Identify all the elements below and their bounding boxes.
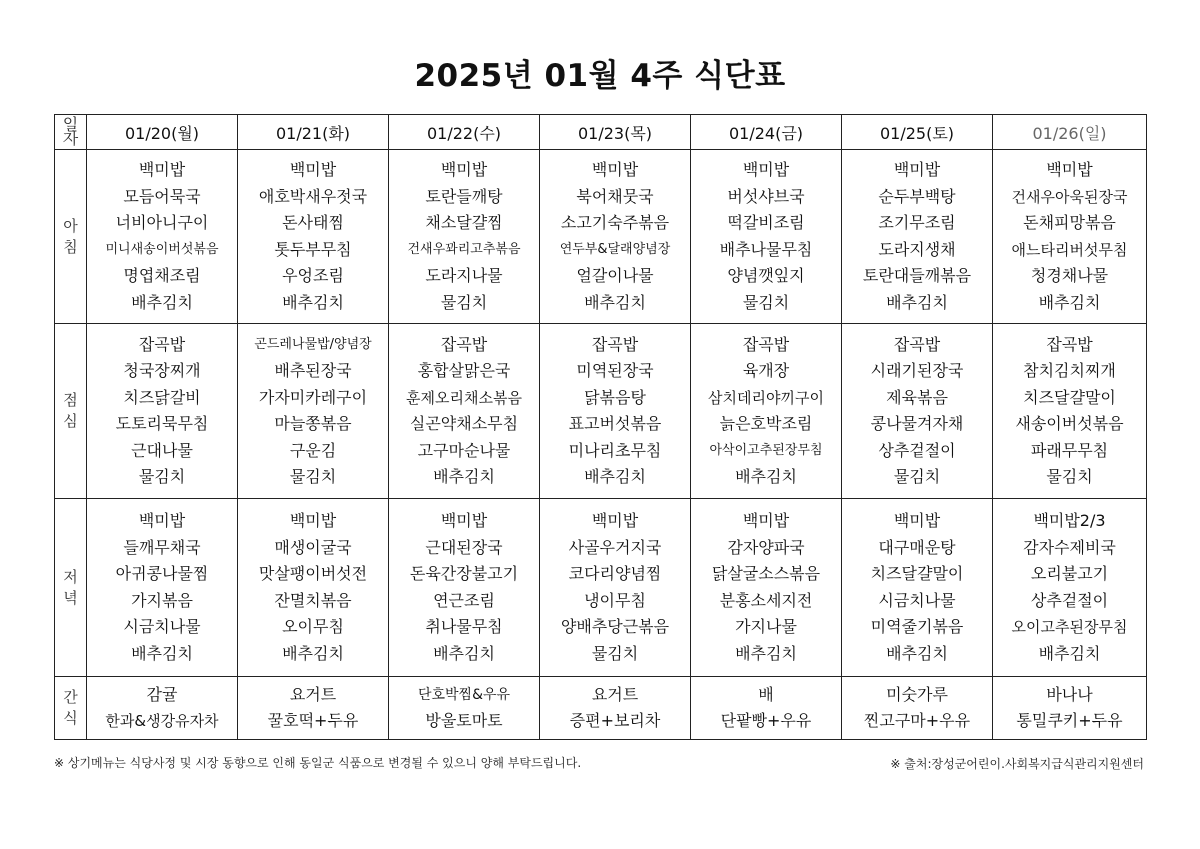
menu-item: 물김치: [1046, 467, 1093, 486]
meal-label-char: 간: [63, 688, 78, 706]
menu-item-list: [87, 508, 237, 667]
menu-item: 순두부백탕: [878, 186, 956, 206]
menu-item: 물김치: [893, 467, 941, 486]
menu-item-list: [389, 332, 539, 491]
menu-item: 건새우아욱된장국: [1011, 187, 1128, 206]
meal-label-char: 침: [63, 237, 78, 256]
date-header-thu: 01/23(목): [540, 115, 691, 150]
menu-item: 바나나: [1046, 685, 1093, 704]
menu-item: 잡곡밥: [591, 334, 639, 354]
menu-item: 잡곡밥: [742, 334, 790, 354]
menu-item: 미역줄기볶음: [870, 617, 964, 636]
menu-item: 청국장찌개: [123, 361, 201, 380]
dinner-row: [55, 499, 1147, 677]
menu-cell-wed: [389, 499, 540, 677]
menu-item: 물김치: [742, 292, 790, 312]
menu-item: 배추김치: [584, 467, 646, 486]
menu-item: 연두부&달래양념장: [559, 241, 671, 257]
menu-item-list: [389, 508, 539, 667]
menu-item: 배추김치: [886, 292, 948, 312]
menu-item: 배추김치: [1038, 292, 1101, 312]
menu-item-list: [238, 508, 388, 667]
menu-item: 구운김: [289, 440, 337, 460]
menu-cell-mon: [87, 150, 238, 324]
menu-item: 새송이버섯볶음: [1015, 414, 1124, 433]
menu-item-list: [540, 508, 690, 667]
menu-cell-sun: [993, 324, 1147, 499]
menu-item: 치즈달걀말이: [1023, 387, 1116, 407]
menu-item: 배추김치: [282, 292, 344, 312]
menu-item: 코다리양념찜: [568, 564, 662, 583]
menu-cell-fri: [691, 677, 842, 740]
menu-item-list: [993, 682, 1146, 734]
menu-cell-sat: [842, 150, 993, 324]
meal-label: [55, 499, 87, 677]
menu-item: 미역된장국: [576, 361, 654, 380]
footer-note: ※ 상기메뉴는 식당사정 및 시장 동향으로 인해 동일군 식품으로 변경될 수 있으니 양해 부탁드립니다.: [54, 756, 582, 770]
menu-item: 톳두부무침: [274, 239, 352, 259]
menu-item: 닭살굴소스볶음: [711, 564, 821, 583]
menu-item: 콩나물겨자채: [870, 414, 964, 433]
menu-cell-sat: [842, 324, 993, 499]
date-header-wed: 01/22(수): [389, 115, 540, 150]
menu-item-list: [540, 682, 690, 734]
menu-item: 단팥빵+우유: [720, 711, 812, 730]
menu-item: 오이무침: [282, 617, 344, 636]
menu-cell-sat: [842, 677, 993, 740]
menu-item: 감귤: [146, 685, 178, 704]
menu-item: 삼치데리야끼구이: [708, 388, 824, 407]
meal-label-char: 아: [63, 216, 78, 235]
menu-item: 닭볶음탕: [584, 387, 646, 407]
menu-cell-mon: [87, 499, 238, 677]
menu-item: 오리불고기: [1030, 564, 1109, 583]
snack-row: [55, 677, 1147, 740]
menu-item: 백미밥: [742, 511, 790, 530]
menu-item: 버섯샤브국: [727, 186, 805, 206]
menu-item: 배추김치: [131, 292, 193, 312]
menu-item: 잔멸치볶음: [274, 590, 352, 610]
menu-item: 아귀콩나물찜: [115, 564, 209, 583]
menu-item: 백미밥: [1046, 160, 1093, 179]
menu-item: 배추된장국: [274, 361, 352, 380]
date-header-label-char: 일: [62, 115, 79, 134]
menu-item-list: [238, 332, 388, 491]
menu-cell-mon: [87, 324, 238, 499]
menu-item: 돈사태찜: [282, 213, 344, 232]
menu-item: 치즈닭갈비: [123, 387, 201, 407]
menu-item-list: [993, 157, 1146, 316]
menu-cell-thu: [540, 499, 691, 677]
breakfast-row: [55, 150, 1147, 324]
menu-item: 물김치: [289, 467, 337, 486]
menu-item: 배추김치: [735, 643, 797, 663]
menu-cell-fri: [691, 499, 842, 677]
menu-item: 참치김치찌개: [1023, 361, 1116, 380]
lunch-row: [55, 324, 1147, 499]
date-header-row: [55, 115, 1147, 150]
menu-item: 아삭이고추된장무침: [709, 442, 823, 458]
menu-item: 물김치: [440, 292, 488, 312]
menu-cell-mon: [87, 677, 238, 740]
meal-label-char: 녁: [63, 588, 78, 607]
menu-item: 백미밥: [440, 511, 488, 530]
menu-item-list: [389, 157, 539, 316]
menu-cell-tue: [238, 677, 389, 740]
menu-item: 파래무무침: [1030, 440, 1109, 460]
menu-item: 들깨무채국: [123, 537, 201, 557]
menu-cell-sun: [993, 499, 1147, 677]
menu-item: 근대나물: [131, 440, 193, 460]
menu-item: 취나물무침: [425, 617, 503, 636]
menu-item: 얼갈이나물: [576, 266, 654, 285]
menu-item: 조기무조림: [878, 213, 956, 232]
menu-item: 우엉조림: [282, 266, 344, 285]
menu-item: 애느타리버섯무침: [1011, 240, 1128, 259]
menu-item-list: [842, 157, 992, 316]
menu-item: 찐고구마+우유: [863, 711, 971, 730]
menu-item: 토란대들깨볶음: [862, 266, 972, 285]
menu-item: 도토리묵무침: [115, 414, 209, 433]
menu-item-list: [842, 332, 992, 491]
menu-item: 배추김치: [735, 467, 797, 486]
menu-item: 떡갈비조림: [727, 213, 805, 232]
menu-item: 시래기된장국: [870, 361, 964, 380]
menu-item: 너비아니구이: [115, 213, 209, 232]
menu-item: 양배추당근볶음: [560, 617, 670, 636]
meal-label-char: 점: [63, 391, 78, 409]
menu-cell-fri: [691, 150, 842, 324]
menu-item-list: [87, 332, 237, 491]
menu-item-list: [540, 157, 690, 316]
menu-item: 요거트: [289, 685, 337, 704]
menu-cell-tue: [238, 150, 389, 324]
menu-item: 냉이무침: [584, 590, 646, 610]
menu-item: 시금치나물: [123, 617, 201, 636]
menu-item: 도라지나물: [425, 266, 503, 285]
menu-item: 백미밥: [440, 160, 488, 179]
menu-item: 육개장: [742, 361, 790, 380]
menu-cell-wed: [389, 324, 540, 499]
menu-item-list: [842, 682, 992, 734]
date-header-fri: 01/24(금): [691, 115, 842, 150]
meal-label: [55, 150, 87, 324]
menu-item: 청경채나물: [1030, 266, 1109, 285]
menu-item: 채소달걀찜: [425, 213, 503, 232]
menu-item: 곤드레나물밥/양념장: [254, 336, 372, 352]
meal-plan-table: [54, 114, 1147, 740]
menu-item: 배추나물무침: [719, 239, 813, 259]
menu-item: 토란들깨탕: [425, 186, 503, 206]
menu-item: 건새우꽈리고추볶음: [407, 241, 521, 257]
menu-item: 배추김치: [1038, 643, 1101, 663]
menu-item: 방울토마토: [425, 711, 503, 730]
menu-item: 매생이굴국: [274, 537, 352, 557]
menu-item: 백미밥: [591, 511, 639, 530]
meal-label: [55, 324, 87, 499]
menu-item: 고구마순나물: [417, 440, 511, 460]
menu-item: 배: [758, 685, 774, 704]
meal-label-char: 식: [63, 709, 78, 727]
menu-item: 모듬어묵국: [123, 186, 201, 206]
menu-item: 미나리초무침: [568, 440, 662, 460]
menu-item: 상추겉절이: [1030, 590, 1109, 610]
menu-cell-sun: [993, 677, 1147, 740]
meal-label: [55, 677, 87, 740]
menu-item: 표고버섯볶음: [568, 414, 662, 433]
menu-cell-tue: [238, 324, 389, 499]
menu-item: 근대된장국: [425, 537, 503, 557]
menu-item: 돈육간장불고기: [409, 564, 519, 583]
menu-item: 북어채뭇국: [576, 186, 654, 206]
menu-item: 요거트: [591, 685, 639, 704]
menu-item-list: [87, 682, 237, 734]
menu-item: 시금치나물: [878, 590, 956, 610]
menu-item: 소고기숙주볶음: [560, 213, 670, 232]
menu-item-list: [238, 682, 388, 734]
menu-cell-fri: [691, 324, 842, 499]
menu-item-list: [691, 332, 841, 491]
menu-cell-thu: [540, 677, 691, 740]
menu-item: 잡곡밥: [1046, 334, 1093, 354]
menu-item: 배추김치: [131, 643, 193, 663]
footer-source: ※ 출처:장성군어린이.사회복지급식관리지원센터: [890, 757, 1144, 771]
menu-item-list: [691, 508, 841, 667]
menu-item: 맛살팽이버섯전: [258, 564, 368, 583]
menu-item-list: [238, 157, 388, 316]
menu-item: 가지볶음: [131, 590, 193, 610]
menu-item: 연근조림: [433, 590, 495, 610]
menu-item: 물김치: [591, 643, 639, 663]
menu-item: 가자미카레구이: [258, 387, 368, 407]
menu-item: 제육볶음: [886, 387, 948, 407]
menu-item: 배추김치: [433, 643, 495, 663]
menu-item: 감자양파국: [727, 537, 805, 557]
menu-item: 양념깻잎지: [727, 266, 805, 285]
menu-item-list: [540, 332, 690, 491]
menu-item: 잡곡밥: [893, 334, 941, 354]
menu-item: 한과&생강유자차: [105, 712, 219, 730]
menu-item: 물김치: [138, 467, 186, 486]
menu-cell-wed: [389, 677, 540, 740]
menu-item: 사골우거지국: [568, 537, 662, 557]
menu-item: 미니새송이버섯볶음: [105, 241, 219, 257]
menu-item: 치즈달걀말이: [870, 564, 964, 583]
menu-cell-sun: [993, 150, 1147, 324]
menu-item-list: [87, 157, 237, 316]
menu-item: 늙은호박조림: [719, 414, 813, 433]
menu-item: 대구매운탕: [878, 537, 956, 557]
page-title: 2025년 01월 4주 식단표: [414, 58, 786, 94]
menu-item: 꿀호떡+두유: [267, 711, 359, 730]
menu-item: 마늘쫑볶음: [274, 414, 352, 433]
menu-item: 백미밥: [138, 160, 186, 179]
meal-label-char: 저: [63, 567, 78, 586]
menu-item: 백미밥: [893, 160, 941, 179]
menu-item: 돈채피망볶음: [1023, 213, 1116, 232]
menu-item: 분홍소세지전: [719, 590, 813, 610]
menu-item: 가지나물: [735, 617, 797, 636]
date-header-sun: 01/26(일): [993, 115, 1147, 150]
menu-item: 단호박찜&우유: [417, 687, 511, 703]
menu-item: 감자수제비국: [1023, 537, 1116, 557]
menu-item: 잡곡밥: [138, 334, 186, 354]
menu-item: 잡곡밥: [440, 334, 488, 354]
menu-item: 배추김치: [433, 467, 495, 486]
menu-item: 훈제오리채소볶음: [406, 388, 522, 407]
menu-item: 배추김치: [886, 643, 948, 663]
menu-item: 백미밥2/3: [1033, 511, 1106, 530]
menu-cell-sat: [842, 499, 993, 677]
menu-item: 백미밥: [591, 160, 639, 179]
menu-item: 백미밥: [138, 511, 186, 530]
menu-cell-tue: [238, 499, 389, 677]
menu-item-list: [691, 157, 841, 316]
menu-item-list: [993, 508, 1146, 667]
menu-item-list: [842, 508, 992, 667]
date-header-label-char: 자: [62, 129, 79, 148]
menu-item: 실곤약채소무침: [409, 414, 519, 433]
menu-item: 상추겉절이: [878, 440, 956, 460]
date-header-label: [55, 115, 87, 150]
menu-item: 백미밥: [893, 511, 941, 530]
menu-item: 증편+보리차: [569, 711, 661, 730]
menu-item: 미숫가루: [886, 685, 948, 704]
menu-item: 배추김치: [282, 643, 344, 663]
menu-item: 백미밥: [289, 160, 337, 179]
date-header-tue: 01/21(화): [238, 115, 389, 150]
menu-item: 명엽채조림: [123, 266, 201, 285]
menu-cell-wed: [389, 150, 540, 324]
menu-item-list: [691, 682, 841, 734]
menu-item: 백미밥: [289, 511, 337, 530]
menu-item-list: [993, 332, 1146, 491]
menu-item: 오이고추된장무침: [1011, 618, 1128, 636]
meal-label-char: 심: [63, 412, 78, 430]
menu-item: 통밀쿠키+두유: [1016, 711, 1123, 730]
menu-cell-thu: [540, 324, 691, 499]
menu-cell-thu: [540, 150, 691, 324]
menu-item: 도라지생채: [878, 239, 956, 259]
menu-item: 홍합살맑은국: [417, 361, 511, 380]
menu-item: 애호박새우젓국: [258, 186, 368, 206]
menu-item: 백미밥: [742, 160, 790, 179]
date-header-sat: 01/25(토): [842, 115, 993, 150]
date-header-mon: 01/20(월): [87, 115, 238, 150]
menu-item-list: [389, 682, 539, 734]
menu-item: 배추김치: [584, 292, 646, 312]
